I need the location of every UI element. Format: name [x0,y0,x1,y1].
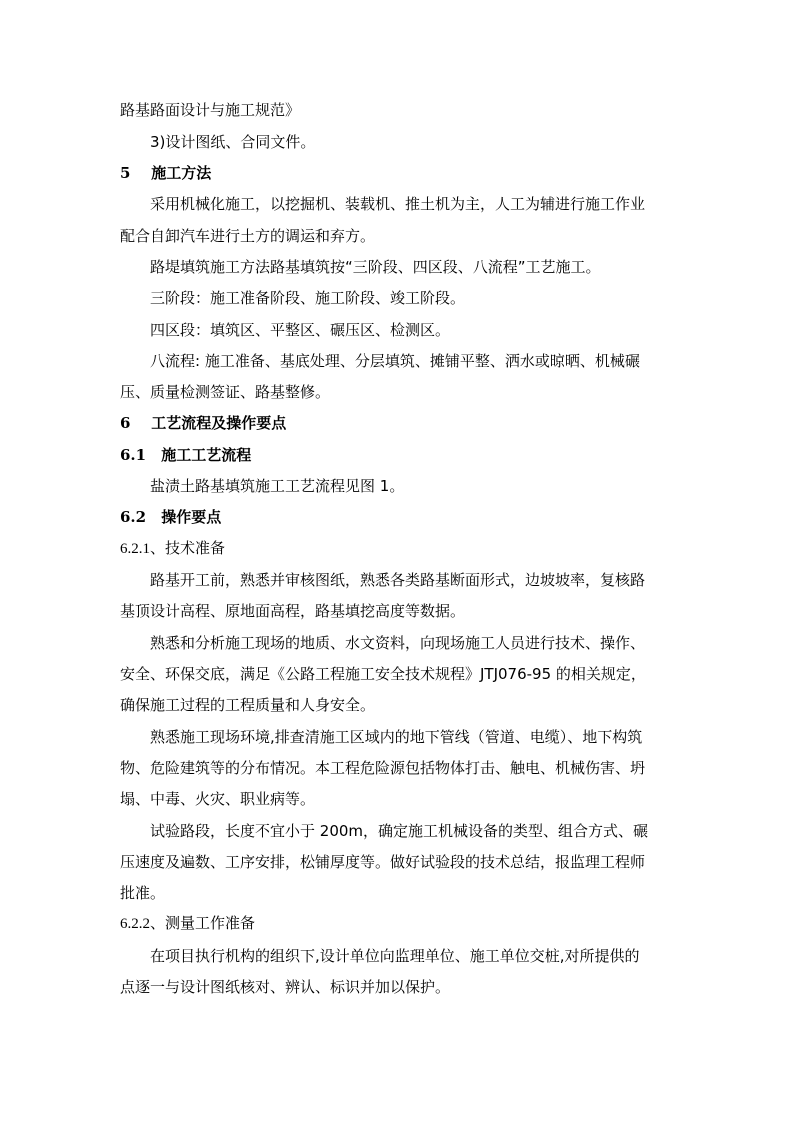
section-number: 6 [120,414,131,432]
text-line: 试验路段，长度不宜小于 200m，确定施工机械设备的类型、组合方式、碾 [150,822,649,840]
section-heading-5 [120,163,211,183]
text-line: 物、危险建筑等的分布情况。本工程危险源包括物体打击、触电、机械伤害、坍 [120,759,646,777]
subsection-heading: 6.2.2、测量工作准备 [120,916,256,932]
text-line: 压、质量检测签证、路基整修。 [120,383,331,401]
text-line: 点逐一与设计图纸核对、辨认、标识并加以保护。 [120,978,451,996]
section-heading-6-1 [120,445,251,465]
text-line: 路基开工前，熟悉并审核图纸，熟悉各类路基断面形式，边坡坡率，复核路 [150,571,646,589]
text-line: 熟悉施工现场环境,排查清施工区域内的地下管线（管道、电缆）、地下构筑 [150,728,643,746]
text-line: 3)设计图纸、合同文件。 [150,133,316,151]
section-heading-6-2 [120,507,221,527]
section-title: 施工方法 [151,164,212,182]
subsection-heading: 6.2.1、技术准备 [120,541,226,557]
section-title: 工艺流程及操作要点 [151,414,287,432]
text-line: 路堤填筑施工方法路基填筑按“三阶段、四区段、八流程”工艺施工。 [150,258,601,276]
section-title: 施工工艺流程 [161,446,252,464]
text-line: 采用机械化施工，以挖掘机、装载机、推土机为主，人工为辅进行施工作业 [150,195,646,213]
text-line: 配合自卸汽车进行土方的调运和弃方。 [120,227,376,245]
text-line: 八流程: 施工准备、基底处理、分层填筑、摊铺平整、洒水或晾晒、机械碾 [150,352,640,370]
section-title: 操作要点 [161,508,222,526]
text-line: 塌、中毒、火灾、职业病等。 [120,790,316,808]
text-line: 安全、环保交底，满足《公路工程施工安全技术规程》JTJ076-95 的相关规定， [120,665,646,683]
text-line: 盐渍土路基填筑施工工艺流程见图 1。 [150,477,405,495]
section-number: 6.2 [120,508,147,526]
text-line: 压速度及遍数、工序安排，松铺厚度等。做好试验段的技术总结，报监理工程师 [120,853,646,871]
text-line: 在项目执行机构的组织下,设计单位向监理单位、施工单位交桩,对所提供的 [150,947,640,965]
text-line: 三阶段：施工准备阶段、施工阶段、竣工阶段。 [150,289,466,307]
text-line: 基顶设计高程、原地面高程，路基填挖高度等数据。 [120,602,466,620]
section-number: 6.1 [120,446,147,464]
text-line: 熟悉和分析施工现场的地质、水文资料，向现场施工人员进行技术、操作、 [150,634,646,652]
section-heading-6 [120,413,286,433]
text-line: 路基路面设计与施工规范》 [120,101,301,119]
section-number: 5 [120,164,131,182]
text-line: 批准。 [120,884,166,902]
text-line: 确保施工过程的工程质量和人身安全。 [120,696,376,714]
text-line: 四区段：填筑区、平整区、碾压区、检测区。 [150,321,451,339]
